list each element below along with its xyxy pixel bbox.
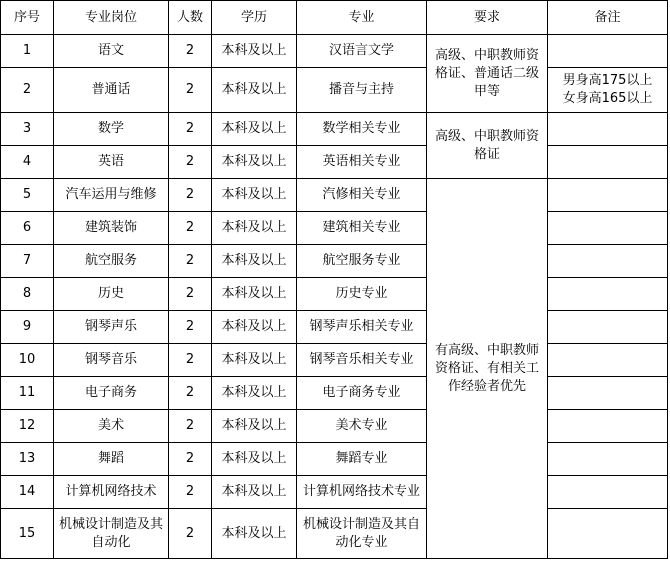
cell-no: 4: [1, 146, 54, 179]
cell-position: 钢琴声乐: [54, 311, 169, 344]
cell-no: 3: [1, 113, 54, 146]
cell-education: 本科及以上: [212, 443, 297, 476]
note-empty: [548, 344, 668, 377]
note-empty: [548, 509, 668, 559]
cell-no: 8: [1, 278, 54, 311]
cell-major: 计算机网络技术专业: [297, 476, 427, 509]
cell-count: 2: [169, 344, 212, 377]
table-row: [1, 278, 668, 311]
cell-major: 美术专业: [297, 410, 427, 443]
header-education: 学历: [212, 1, 297, 35]
table-row: [1, 377, 668, 410]
table-row: [1, 68, 668, 113]
table-row: [1, 410, 668, 443]
cell-no: 1: [1, 35, 54, 68]
cell-major: 航空服务专业: [297, 245, 427, 278]
cell-position: 机械设计制造及其自动化: [54, 509, 169, 559]
cell-major: 英语相关专业: [297, 146, 427, 179]
header-note: 备注: [548, 1, 668, 35]
cell-count: 2: [169, 35, 212, 68]
cell-position: 英语: [54, 146, 169, 179]
table-row: [1, 35, 668, 68]
cell-education: 本科及以上: [212, 179, 297, 212]
cell-position: 汽车运用与维修: [54, 179, 169, 212]
cell-major: 播音与主持: [297, 68, 427, 113]
cell-major: 建筑相关专业: [297, 212, 427, 245]
cell-position: 建筑装饰: [54, 212, 169, 245]
cell-position: 航空服务: [54, 245, 169, 278]
requirement-group-2: 高级、中职教师资格证: [427, 113, 548, 179]
cell-no: 7: [1, 245, 54, 278]
cell-position: 计算机网络技术: [54, 476, 169, 509]
table-row: [1, 179, 668, 212]
cell-count: 2: [169, 245, 212, 278]
note-empty: [548, 476, 668, 509]
cell-education: 本科及以上: [212, 68, 297, 113]
table-row: [1, 443, 668, 476]
cell-education: 本科及以上: [212, 245, 297, 278]
cell-education: 本科及以上: [212, 35, 297, 68]
cell-count: 2: [169, 311, 212, 344]
note-empty: [548, 35, 668, 68]
cell-major: 汽修相关专业: [297, 179, 427, 212]
cell-no: 5: [1, 179, 54, 212]
cell-count: 2: [169, 278, 212, 311]
cell-position: 钢琴音乐: [54, 344, 169, 377]
cell-count: 2: [169, 68, 212, 113]
cell-no: 11: [1, 377, 54, 410]
note-empty: [548, 443, 668, 476]
note-empty: [548, 113, 668, 146]
table-row: [1, 146, 668, 179]
table-row: [1, 113, 668, 146]
cell-count: 2: [169, 410, 212, 443]
cell-no: 13: [1, 443, 54, 476]
cell-no: 15: [1, 509, 54, 559]
cell-major: 机械设计制造及其自动化专业: [297, 509, 427, 559]
header-requirement: 要求: [427, 1, 548, 35]
header-position: 专业岗位: [54, 1, 169, 35]
note-empty: [548, 212, 668, 245]
table-row: [1, 476, 668, 509]
cell-position: 电子商务: [54, 377, 169, 410]
cell-education: 本科及以上: [212, 476, 297, 509]
cell-no: 2: [1, 68, 54, 113]
note-empty: [548, 245, 668, 278]
cell-education: 本科及以上: [212, 410, 297, 443]
cell-education: 本科及以上: [212, 377, 297, 410]
note-line-2: 女身高165以上: [562, 91, 653, 106]
cell-position: 语文: [54, 35, 169, 68]
cell-no: 12: [1, 410, 54, 443]
cell-count: 2: [169, 443, 212, 476]
cell-no: 14: [1, 476, 54, 509]
cell-count: 2: [169, 377, 212, 410]
cell-count: 2: [169, 476, 212, 509]
header-count: 人数: [169, 1, 212, 35]
cell-major: 电子商务专业: [297, 377, 427, 410]
note-height-requirement: [548, 68, 668, 113]
note-empty: [548, 410, 668, 443]
cell-education: 本科及以上: [212, 509, 297, 559]
cell-major: 数学相关专业: [297, 113, 427, 146]
note-empty: [548, 146, 668, 179]
note-empty: [548, 278, 668, 311]
cell-major: 汉语言文学: [297, 35, 427, 68]
cell-education: 本科及以上: [212, 344, 297, 377]
table-row: [1, 311, 668, 344]
header-no: 序号: [1, 1, 54, 35]
cell-position: 历史: [54, 278, 169, 311]
cell-education: 本科及以上: [212, 212, 297, 245]
cell-major: 舞蹈专业: [297, 443, 427, 476]
cell-no: 10: [1, 344, 54, 377]
header-row: [1, 1, 668, 35]
cell-count: 2: [169, 146, 212, 179]
note-empty: [548, 377, 668, 410]
cell-no: 9: [1, 311, 54, 344]
cell-education: 本科及以上: [212, 113, 297, 146]
table-row: [1, 212, 668, 245]
cell-position: 美术: [54, 410, 169, 443]
note-empty: [548, 311, 668, 344]
cell-count: 2: [169, 509, 212, 559]
note-empty: [548, 179, 668, 212]
cell-education: 本科及以上: [212, 311, 297, 344]
table-row: [1, 344, 668, 377]
requirement-group-3: 有高级、中职教师资格证、有相关工作经验者优先: [427, 179, 548, 559]
cell-count: 2: [169, 212, 212, 245]
cell-no: 6: [1, 212, 54, 245]
cell-education: 本科及以上: [212, 146, 297, 179]
cell-position: 数学: [54, 113, 169, 146]
cell-count: 2: [169, 113, 212, 146]
cell-major: 钢琴音乐相关专业: [297, 344, 427, 377]
cell-education: 本科及以上: [212, 278, 297, 311]
cell-count: 2: [169, 179, 212, 212]
note-line-1: 男身高175以上: [562, 73, 653, 88]
requirement-group-1: 高级、中职教师资格证、普通话二级甲等: [427, 35, 548, 113]
header-major: 专业: [297, 1, 427, 35]
cell-position: 舞蹈: [54, 443, 169, 476]
table-row: [1, 509, 668, 559]
table-row: [1, 245, 668, 278]
cell-position: 普通话: [54, 68, 169, 113]
cell-major: 钢琴声乐相关专业: [297, 311, 427, 344]
cell-major: 历史专业: [297, 278, 427, 311]
